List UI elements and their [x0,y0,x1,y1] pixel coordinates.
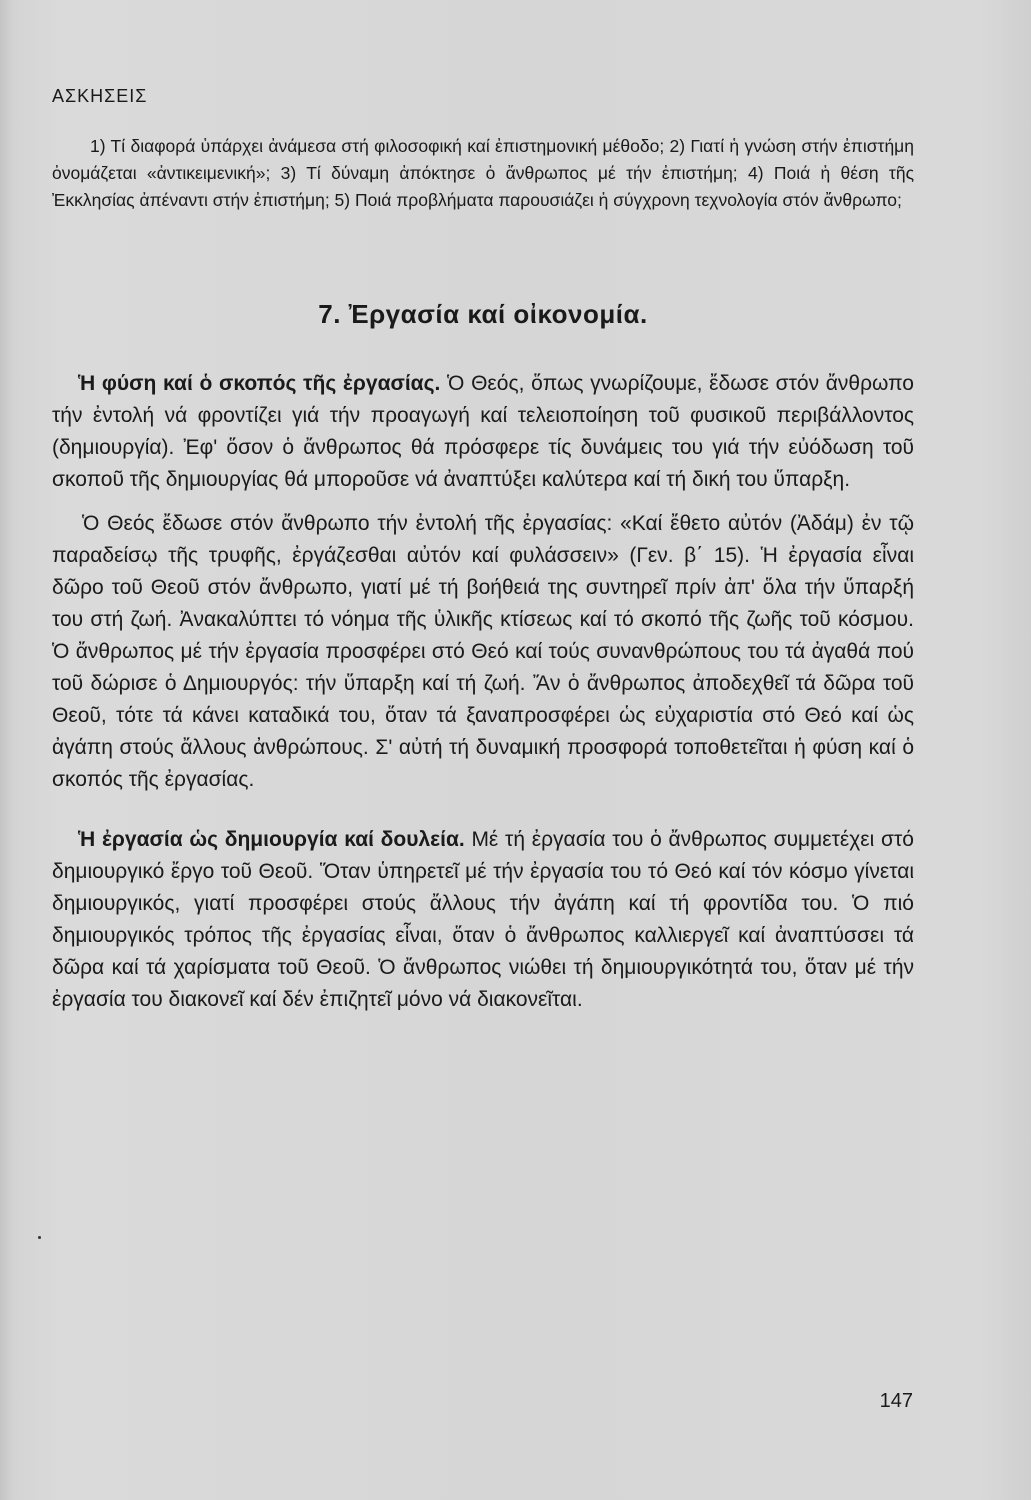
stray-mark [38,1236,41,1239]
chapter-title: 7. Ἐργασία καί οἰκονομία. [318,299,648,329]
section1-paragraph1-text: Ὁ Θεός, ὅπως γνωρίζουμε, ἔδωσε στόν ἄνθρωπο τήν ἐντολή νά φροντίζει γιά τήν προαγωγή καί τελειοποίηση τοῦ φυσικοῦ περιβάλλοντος (δημιουργία). Ἐφ' ὅσον ὁ ἄνθρωπος θά πρόσφερε τίς δυνάμεις του γιά τήν εὐόδωση τοῦ σκοποῦ τῆς δημιουργίας θά μποροῦσε νά ἀναπτύξει καλύτερα καί τή δική του ὕπαρξη. [52,372,914,491]
section2-paragraph1-text: Μέ τή ἐργασία του ὁ ἄνθρωπος συμμετέχει στό δημιουργικό ἔργο τοῦ Θεοῦ. Ὅταν ὑπηρετεῖ μέ τήν ἐργασία του τό Θεό καί τόν κόσμο γίνεται δημιουργικός, γιατί προσφέρει στούς ἄλλους τήν ἀγάπη καί τή φροντίδα του. Ὁ πιό δημιουργικός τρόπος τῆς ἐργασίας εἶναι, ὅταν ὁ ἄνθρωπος καλλιεργεῖ καί ἀναπτύσσει τά δῶρα καί τά χαρίσματα τοῦ Θεοῦ. Ὁ ἄνθρωπος νιώθει τή δημιουργικότητά του, ὅταν μέ τήν ἐργασία του διακονεῖ καί δέν ἐπιζητεῖ μόνο νά διακονεῖται. [52,828,914,1011]
section2-paragraph1 [52,824,914,1016]
section1-lead: Ἡ φύση καί ὁ σκοπός τῆς ἐργασίας. [78,372,441,395]
exercises-heading: ΑΣΚΗΣΕΙΣ [52,86,148,106]
exercises-questions: 1) Τί διαφορά ὑπάρχει ἀνάμεσα στή φιλοσοφική καί ἐπιστημονική μέθοδο; 2) Γιατί ἡ γνώση στήν ἐπιστήμη ὀνομάζεται «ἀντικειμενική»; 3) Τί δύναμη ἀπόκτησε ὁ ἄνθρωπος μέ τήν ἐπιστήμη; 4) Ποιά ἡ θέση τῆς Ἐκκλησίας ἀπέναντι στήν ἐπιστήμη; 5) Ποιά προβλήματα παρουσιάζει ἡ σύγχρονη τεχνολογία στόν ἄνθρωπο; [52,136,914,210]
page-content [52,86,914,1028]
section2-lead: Ἡ ἐργασία ὡς δημιουργία καί δουλεία. [78,828,465,851]
section1-paragraph1 [52,368,914,496]
section1-paragraph2: Ὁ Θεός ἔδωσε στόν ἄνθρωπο τήν ἐντολή τῆς ἐργασίας: «Καί ἔθετο αὐτόν (Ἀδάμ) ἐν τῷ παραδείσῳ τῆς τρυφῆς, ἐργάζεσθαι αὐτόν καί φυλάσσειν» (Γεν. β΄ 15). Ἡ ἐργασία εἶναι δῶρο τοῦ Θεοῦ στόν ἄνθρωπο, γιατί μέ τή βοήθειά της συντηρεῖ πρίν ἀπ' ὅλα τήν ὕπαρξή του στή ζωή. Ἀνακαλύπτει τό νόημα τῆς ὑλικῆς κτίσεως καί τό σκοπό τῆς ζωῆς τοῦ κόσμου. Ὁ ἄνθρωπος μέ τήν ἐργασία προσφέρει στό Θεό καί τούς συνανθρώπους του τά ἀγαθά πού τοῦ δώρισε ὁ Δημιουργός: τήν ὕπαρξη καί τή ζωή. Ἄν ὁ ἄνθρωπος ἀποδεχθεῖ τά δῶρα τοῦ Θεοῦ, τότε τά κάνει καταδικά του, ὅταν τά ξαναπροσφέρει ὡς εὐχαριστία στό Θεό καί ὡς ἀγάπη στούς ἄλλους ἀνθρώπους. Σ' αὐτή τή δυναμική προσφορά τοποθετεῖται ἡ φύση καί ὁ σκοπός τῆς ἐργασίας. [52,512,914,791]
page-number: 147 [879,1390,913,1412]
